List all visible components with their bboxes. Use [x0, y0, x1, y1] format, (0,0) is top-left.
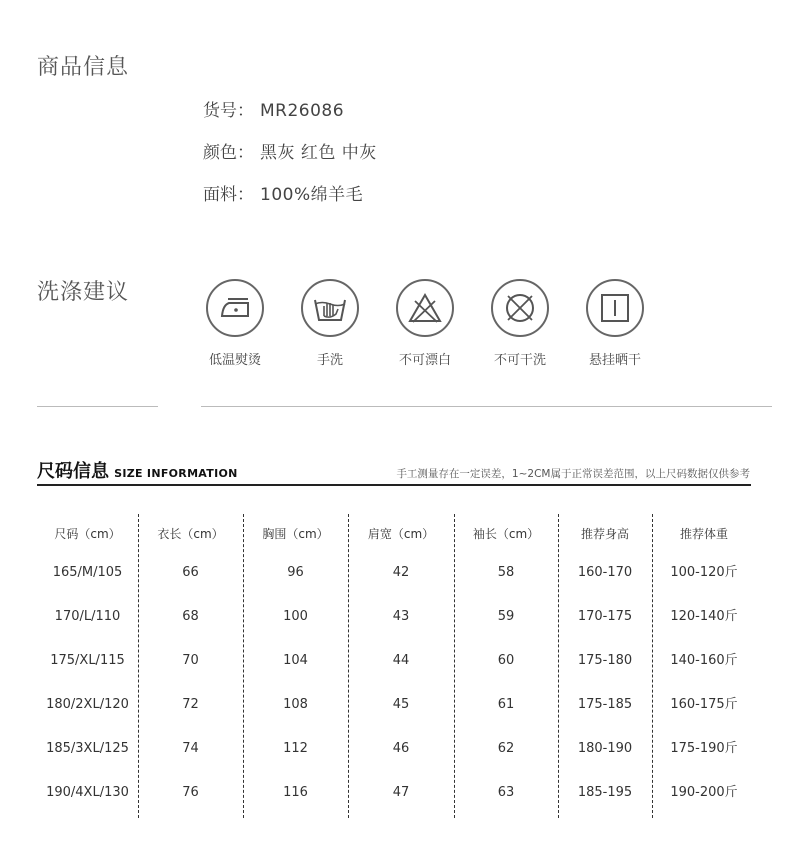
info-label: 颜色： — [203, 143, 254, 163]
table-header: 胸围（cm） — [262, 527, 329, 541]
table-cell: 100 — [283, 609, 308, 624]
info-row-sku — [203, 96, 344, 121]
iron-low-temp-icon — [206, 279, 264, 337]
table-cell: 47 — [392, 785, 410, 800]
table-cell: 180-190 — [577, 741, 633, 756]
table-cell: 175-190斤 — [670, 741, 738, 756]
table-cell: 104 — [283, 653, 308, 668]
size-title-cn: 尺码信息 — [37, 461, 109, 482]
column-divider — [652, 514, 653, 818]
care-item-iron — [195, 279, 275, 368]
no-dry-clean-icon — [491, 279, 549, 337]
column-divider — [348, 514, 349, 818]
chest-column — [243, 517, 348, 815]
table-cell: 175-185 — [577, 697, 633, 712]
info-value: 黑灰 红色 中灰 — [260, 143, 377, 163]
table-cell: 165/M/105 — [52, 565, 123, 580]
size-title — [37, 457, 238, 483]
table-cell: 170/L/110 — [54, 609, 121, 624]
table-cell: 43 — [392, 609, 410, 624]
care-item-hang-dry — [575, 279, 655, 368]
care-label: 不可漂白 — [398, 353, 451, 368]
table-header: 推荐身高 — [580, 527, 629, 541]
size-column — [37, 517, 138, 815]
column-divider — [243, 514, 244, 818]
table-cell: 63 — [497, 785, 515, 800]
table-cell: 160-170 — [577, 565, 633, 580]
table-cell: 170-175 — [577, 609, 633, 624]
table-header: 肩宽（cm） — [367, 527, 435, 541]
table-cell: 44 — [392, 653, 410, 668]
table-cell: 180/2XL/120 — [46, 697, 129, 712]
shoulder-column — [348, 517, 454, 815]
divider — [37, 406, 158, 407]
info-value: 100%绵羊毛 — [260, 185, 364, 205]
length-column — [138, 517, 243, 815]
table-cell: 68 — [182, 609, 199, 624]
table-cell: 74 — [182, 741, 199, 756]
care-title: 洗涤建议 — [37, 280, 130, 305]
hang-dry-icon — [586, 279, 644, 337]
care-item-handwash — [290, 279, 370, 368]
table-cell: 175-180 — [577, 653, 633, 668]
no-bleach-icon — [396, 279, 454, 337]
sleeve-column — [454, 517, 558, 815]
table-cell: 66 — [182, 565, 199, 580]
table-cell: 46 — [392, 741, 410, 756]
table-cell: 185/3XL/125 — [46, 741, 129, 756]
table-cell: 76 — [182, 785, 199, 800]
care-label: 低温熨烫 — [208, 353, 261, 368]
info-row-fabric — [203, 180, 363, 205]
table-cell: 190/4XL/130 — [46, 785, 129, 800]
table-cell: 60 — [497, 653, 515, 668]
table-header: 尺码（cm） — [54, 527, 121, 541]
info-label: 面料： — [203, 185, 254, 205]
table-cell: 96 — [287, 565, 304, 580]
table-header: 推荐体重 — [679, 527, 728, 541]
table-cell: 190-200斤 — [670, 785, 738, 800]
hand-wash-icon — [301, 279, 359, 337]
table-cell: 58 — [497, 565, 515, 580]
table-cell: 45 — [392, 697, 410, 712]
care-label: 不可干洗 — [493, 353, 546, 368]
column-divider — [138, 514, 139, 818]
divider — [201, 406, 772, 407]
table-cell: 61 — [497, 697, 515, 712]
divider — [37, 484, 751, 486]
size-title-en: SIZE INFORMATION — [114, 467, 238, 480]
table-cell: 59 — [497, 609, 515, 624]
table-cell: 175/XL/115 — [50, 653, 125, 668]
table-header: 衣长（cm） — [157, 527, 224, 541]
table-cell: 72 — [182, 697, 199, 712]
table-cell: 185-195 — [577, 785, 633, 800]
table-cell: 108 — [283, 697, 308, 712]
care-item-no-bleach — [385, 279, 465, 368]
info-row-color — [203, 138, 377, 163]
product-info-title: 商品信息 — [37, 55, 130, 80]
table-cell: 112 — [283, 741, 308, 756]
weight-column — [652, 517, 756, 815]
table-cell: 100-120斤 — [670, 565, 738, 580]
size-note: 手工测量存在一定误差，1~2CM属于正常误差范围，以上尺码数据仅供参考 — [396, 468, 750, 480]
table-cell: 116 — [283, 785, 308, 800]
care-label: 悬挂晒干 — [588, 353, 641, 368]
care-label: 手洗 — [316, 353, 343, 368]
care-item-no-dryclean — [480, 279, 560, 368]
height-column — [558, 517, 652, 815]
info-value: MR26086 — [260, 101, 345, 121]
column-divider — [558, 514, 559, 818]
table-cell: 120-140斤 — [670, 609, 738, 624]
table-cell: 62 — [497, 741, 515, 756]
table-cell: 42 — [392, 565, 410, 580]
table-header: 袖长（cm） — [472, 527, 540, 541]
column-divider — [454, 514, 455, 818]
table-cell: 70 — [182, 653, 199, 668]
table-cell: 160-175斤 — [670, 697, 738, 712]
info-label: 货号： — [203, 101, 254, 121]
table-cell: 140-160斤 — [670, 653, 738, 668]
